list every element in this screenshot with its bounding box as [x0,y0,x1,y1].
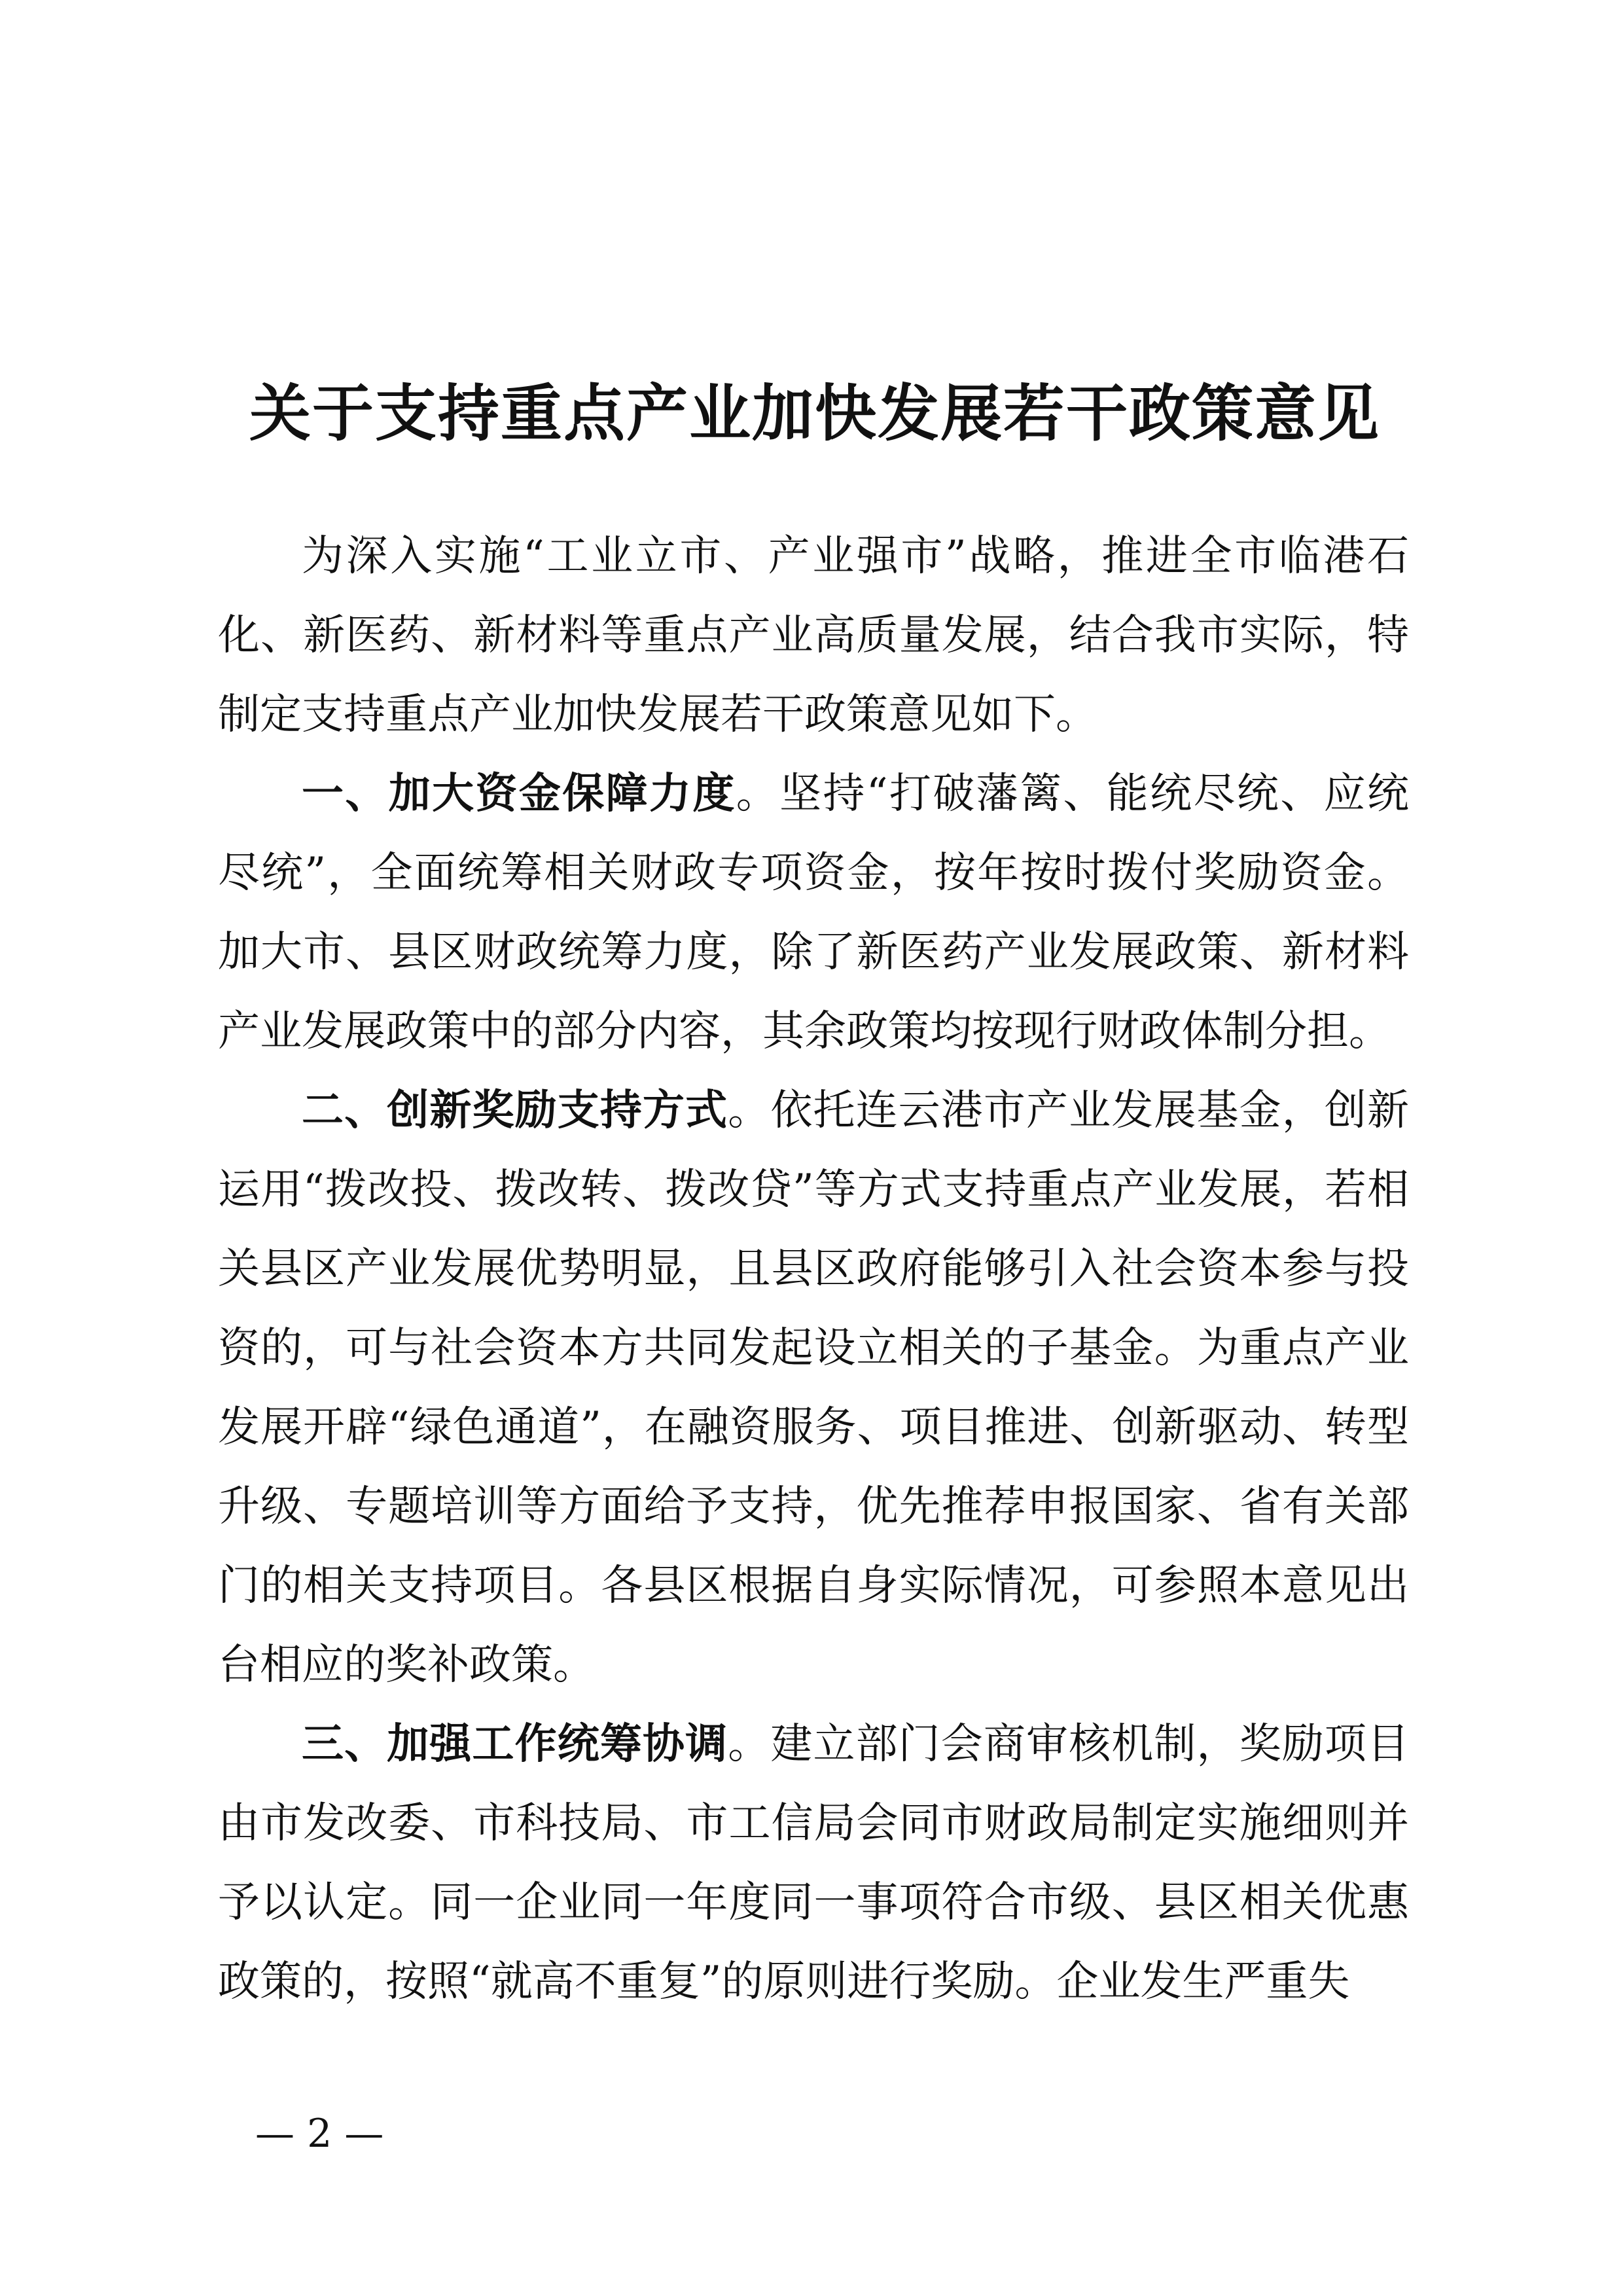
section-paragraph-1 [218,755,1409,1071]
section-paragraph-2 [218,1071,1409,1705]
section-heading-2: 二、创新奖励支持方式 [302,1086,728,1135]
section-heading-3: 三、加强工作统筹协调 [302,1720,728,1768]
document-body [218,517,1409,2022]
page-number: — 2 — [255,2111,384,2157]
document-title: 关于支持重点产业加快发展若干政策意见 [249,378,1380,450]
section-body-2: 。依托连云港市产业发展基金，创新运用“拨改投、拨改转、拨改贷”等方式支持重点产业发展，若相关县区产业发展优势明显，且县区政府能够引入社会资本参与投资的，可与社会资本方共同发起设立相关的子基金。为重点产业发展开辟“绿色通道”，在融资服务、项目推进、创新驱动、转型升级、专题培训等方面给予支持，优先推荐申报国家、省有关部门的相关支持项目。各县区根据自身实际情况，可参照本意见出台相应的奖补政策。 [218,1086,1410,1689]
section-paragraph-3 [218,1705,1409,2022]
intro-paragraph: 为深入实施“工业立市、产业强市”战略，推进全市临港石化、新医药、新材料等重点产业高质量发展，结合我市实际，特制定支持重点产业加快发展若干政策意见如下。 [218,532,1409,739]
section-heading-1: 一、加大资金保障力度 [302,770,736,818]
section-body-1: 。坚持“打破藩篱、能统尽统、应统尽统”，全面统筹相关财政专项资金，按年按时拨付奖励资金。加大市、县区财政统筹力度，除了新医药产业发展政策、新材料产业发展政策中的部分内容，其余政策均按现行财政体制分担。 [218,770,1410,1056]
section-body-3: 。建立部门会商审核机制，奖励项目由市发改委、市科技局、市工信局会同市财政局制定实施细则并予以认定。同一企业同一年度同一事项符合市级、县区相关优惠政策的，按照“就高不重复”的原则进行奖励。企业发生严重失 [218,1720,1410,2006]
